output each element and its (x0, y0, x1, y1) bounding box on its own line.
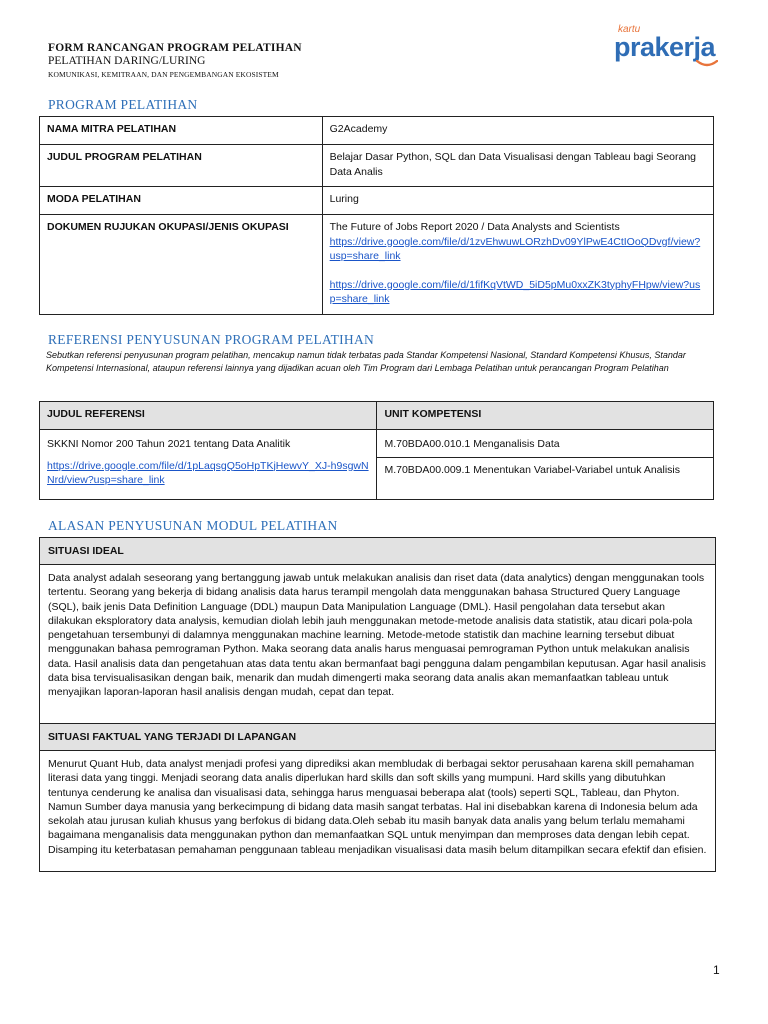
row-value: The Future of Jobs Report 2020 / Data Analysts and Scientists (329, 221, 620, 233)
unit-kompetensi-2: M.70BDA00.009.1 Menentukan Variabel-Variabel untuk Analisis (377, 458, 714, 500)
table-row (40, 430, 714, 458)
unit-kompetensi-1: M.70BDA00.010.1 Menganalisis Data (377, 430, 714, 458)
column-header-judul: JUDUL REFERENSI (40, 402, 377, 430)
table-row (40, 145, 714, 187)
table-row (40, 187, 714, 215)
row-value: Luring (322, 187, 713, 215)
situasi-faktual-heading: SITUASI FAKTUAL YANG TERJADI DI LAPANGAN (40, 724, 715, 751)
situasi-faktual-text: Menurut Quant Hub, data analyst menjadi profesi yang diprediksi akan membludak di berbagai sektor perusahaan karena skill pemahaman literasi data yang tinggi. Menjadi seorang data analis diperlukan hard skills dan soft skills yang mumpuni. Hard skills yang dibutuhkan tentunya cenderung ke analisa dan visualisasi data, sehingga harus menguasai beberapa alat (tools) seperti SQL, Tableau, dan Phyton. Namun Sumber daya manusia yang berkecimpung di bidang data masih sangat terbatas. Hal ini disebabkan karena di Indonesia belum ada sekolah atau jurusan kuliah khusus yang berfokus di bidang data.Oleh sebab itu masih banyak data analis yang belum terlalu memahami bagaimana menganalisis data menggunakan python dan memanfaatkan SQL untuk menyimpan dan memproses data dengan lebih cepat. Disamping itu keterbatasan pemahaman penggunaan tableau menjadikan visualisasi data masih belum ditampilkan secara efektif dan efisien. (48, 758, 707, 856)
section-title-program: PROGRAM PELATIHAN (48, 97, 198, 112)
okupasi-link-1[interactable]: https://drive.google.com/file/d/1zvEhwuwLORzhDv09YlPwE4CtIOoQDvgf/view?usp=share_link (329, 235, 701, 262)
form-subtitle: PELATIHAN DARING/LURING (48, 55, 206, 67)
form-title: FORM RANCANGAN PROGRAM PELATIHAN (48, 42, 302, 54)
row-value: Belajar Dasar Python, SQL dan Data Visualisasi dengan Tableau bagi Seorang Data Analis (322, 145, 713, 187)
section-title-referensi: REFERENSI PENYUSUNAN PROGRAM PELATIHAN (48, 332, 375, 347)
prakerja-logo (612, 24, 736, 68)
section-title-alasan: ALASAN PENYUSUNAN MODUL PELATIHAN (48, 518, 338, 533)
table-header-row (40, 402, 714, 430)
situasi-ideal-box (39, 537, 716, 730)
situasi-ideal-heading: SITUASI IDEAL (40, 538, 715, 565)
situasi-ideal-text: Data analyst adalah seseorang yang bertanggung jawab untuk melakukan analisis dan riset data (data analytics) dengan menggunakan tools tertentu. Seorang yang bekerja di bidang analisis data harus terampil mengolah data menggunakan bahasa Structured Query Language (SQL), baik jenis Data Definition Language (DDL) maupun Data Manipulation Language (DML). Hasil pengolahan data tersebut akan dilakukan eksploratory data analysis, kemudian diolah lebih jauh menggunakan metode-metode analisis data statistik, atau dicari pola-pola pengetahuan tersembunyi di dalamnya menggunakan machine learning. Metode-metode statistik dan machine learning tersebut dibuat menggunakan bahasa pemrograman Python. Maka seorang data analis harus menguasai pemrograman Python untuk melakukan analisis data. Hasil analisis data dan pengetahuan atas data tentu akan bermanfaat bagi pengguna dalam pengambilan keputusan. Agar hasil analisis data bisa tervisualisasikan dengan baik, menarik dan mudah dimengerti maka seorang data analis akan memanfaatkan tableau untuk menyajikan laporan-laporan hasil analisis dengan mudah, cepat dan tepat. (48, 572, 706, 699)
row-value-cell (322, 215, 713, 315)
logo-swoosh-icon (696, 60, 718, 68)
row-label: DOKUMEN RUJUKAN OKUPASI/JENIS OKUPASI (40, 215, 323, 315)
logo-kartu-text: kartu (618, 24, 641, 35)
document-header (48, 42, 302, 79)
program-table (39, 116, 714, 315)
table-row (40, 215, 714, 315)
referensi-description: Sebutkan referensi penyusunan program pelatihan, mencakup namun tidak terbatas pada Standar Kompetensi Nasional, Standard Kompetensi Khusus, Standar Kompetensi Internasional, ataupun referensi lainnya yang dijadikan acuan oleh Tim Program dari Lembaga Pelatihan untuk perancangan Program Pelatihan (46, 350, 686, 373)
okupasi-link-2[interactable]: https://drive.google.com/file/d/1fifKqVtWD_5iD5pMu0xxZK3typhyFHpw/view?usp=share_link (329, 278, 701, 305)
judul-referensi-link[interactable]: https://drive.google.com/file/d/1pLaqsgQ5oHpTKjHewvY_XJ-h9sgwNNrd/view?usp=share_link (47, 459, 369, 486)
form-department: KOMUNIKASI, KEMITRAAN, DAN PENGEMBANGAN EKOSISTEM (48, 70, 279, 79)
table-row (40, 117, 714, 145)
row-value: G2Academy (322, 117, 713, 145)
logo-brand-text: prakerja (614, 32, 716, 62)
situasi-faktual-box (39, 723, 716, 872)
referensi-table (39, 401, 714, 500)
judul-referensi-cell (40, 430, 377, 500)
page-number: 1 (713, 963, 720, 977)
row-label: JUDUL PROGRAM PELATIHAN (40, 145, 323, 187)
judul-referensi-text: SKKNI Nomor 200 Tahun 2021 tentang Data Analitik (47, 438, 291, 450)
row-label: NAMA MITRA PELATIHAN (40, 117, 323, 145)
row-label: MODA PELATIHAN (40, 187, 323, 215)
column-header-unit: UNIT KOMPETENSI (377, 402, 714, 430)
